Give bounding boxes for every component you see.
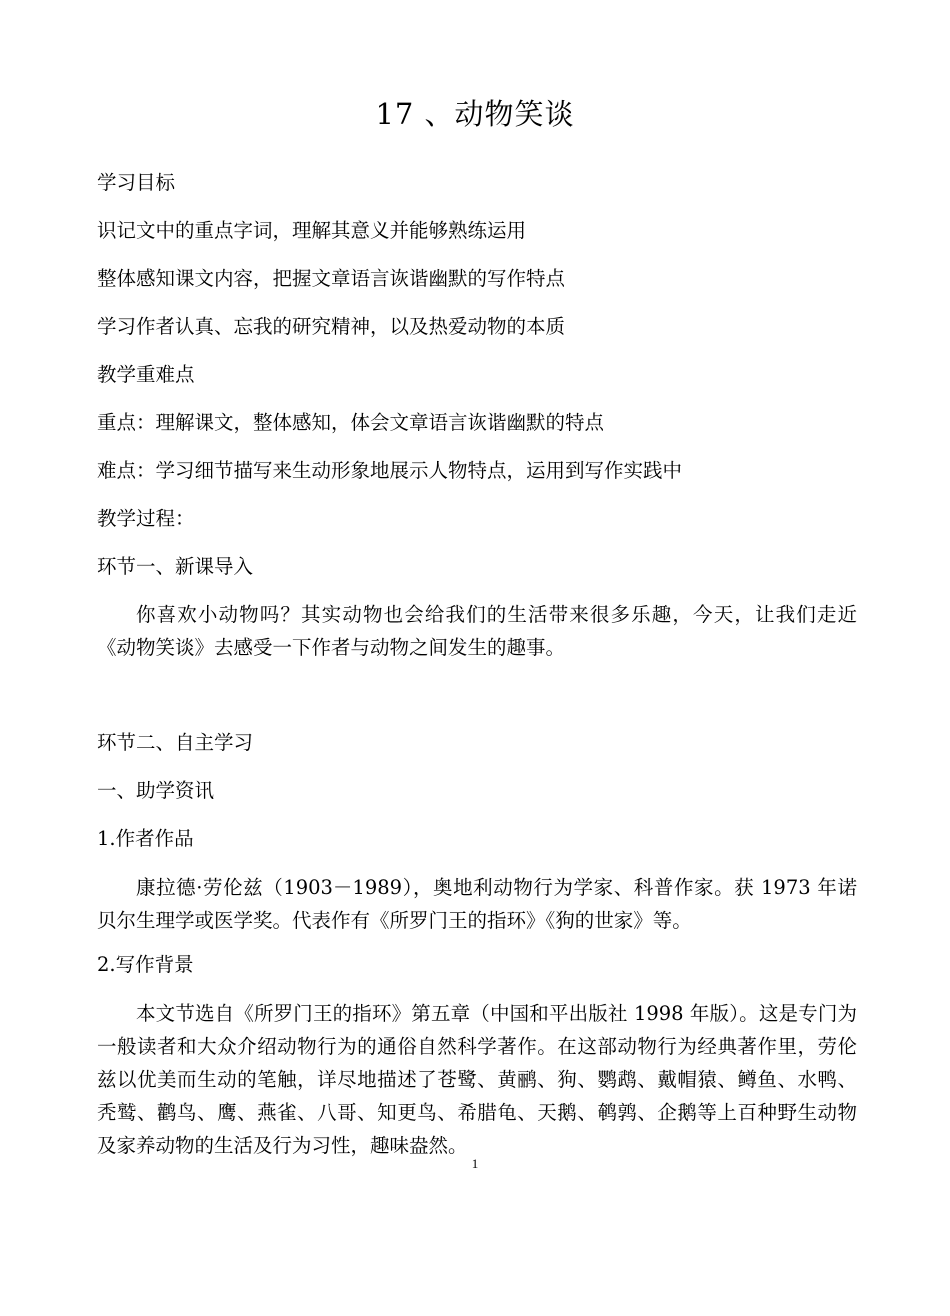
section2-heading: 环节二、自主学习 (97, 731, 254, 754)
background-paragraph: 本文节选自《所罗门王的指环》第五章（中国和平出版社 1998 年版）。这是专门为一般读者和大众介绍动物行为的通俗自然科学著作。在这部动物行为经典著作里，劳伦兹以优美而生动的笔触，详尽地描述了苍鹭、黄鹂、狗、鹦鹉、戴帽猿、鳟鱼、水鸭、秃鹫、鹳鸟、鹰、燕雀、八哥、知更鸟、希腊龟、天鹅、鹌鹑、企鹅等上百种野生动物及家养动物的生活及行为习性，趣味盎然。 (97, 1002, 857, 1157)
page-number: 1 (471, 1156, 479, 1171)
author-paragraph: 康拉德·劳伦兹（1903－1989），奥地利动物行为学家、科普作家。获 1973 年诺贝尔生理学或医学奖。代表作有《所罗门王的指环》《狗的世家》等。 (97, 876, 857, 932)
document-title: 17 、动物笑谈 (375, 97, 575, 131)
objective-item: 整体感知课文内容，把握文章语言诙谐幽默的写作特点 (97, 267, 566, 290)
difficulty-point: 难点：学习细节描写来生动形象地展示人物特点，运用到写作实践中 (97, 459, 683, 482)
background-heading: 2.写作背景 (97, 953, 194, 976)
process-heading: 教学过程： (97, 507, 195, 530)
objectives-heading: 学习目标 (97, 171, 176, 194)
objective-item: 识记文中的重点字词，理解其意义并能够熟练运用 (97, 219, 527, 242)
objective-item: 学习作者认真、忘我的研究精神，以及热爱动物的本质 (97, 315, 566, 338)
section1-heading: 环节一、新课导入 (97, 555, 254, 578)
section1-paragraph: 你喜欢小动物吗？其实动物也会给我们的生活带来很多乐趣，今天，让我们走近《动物笑谈》去感受一下作者与动物之间发生的趣事。 (97, 603, 857, 659)
key-point: 重点：理解课文，整体感知，体会文章语言诙谐幽默的特点 (97, 411, 605, 434)
author-heading: 1.作者作品 (97, 827, 194, 850)
key-points-heading: 教学重难点 (97, 363, 195, 386)
sub1-heading: 一、助学资讯 (97, 779, 215, 802)
